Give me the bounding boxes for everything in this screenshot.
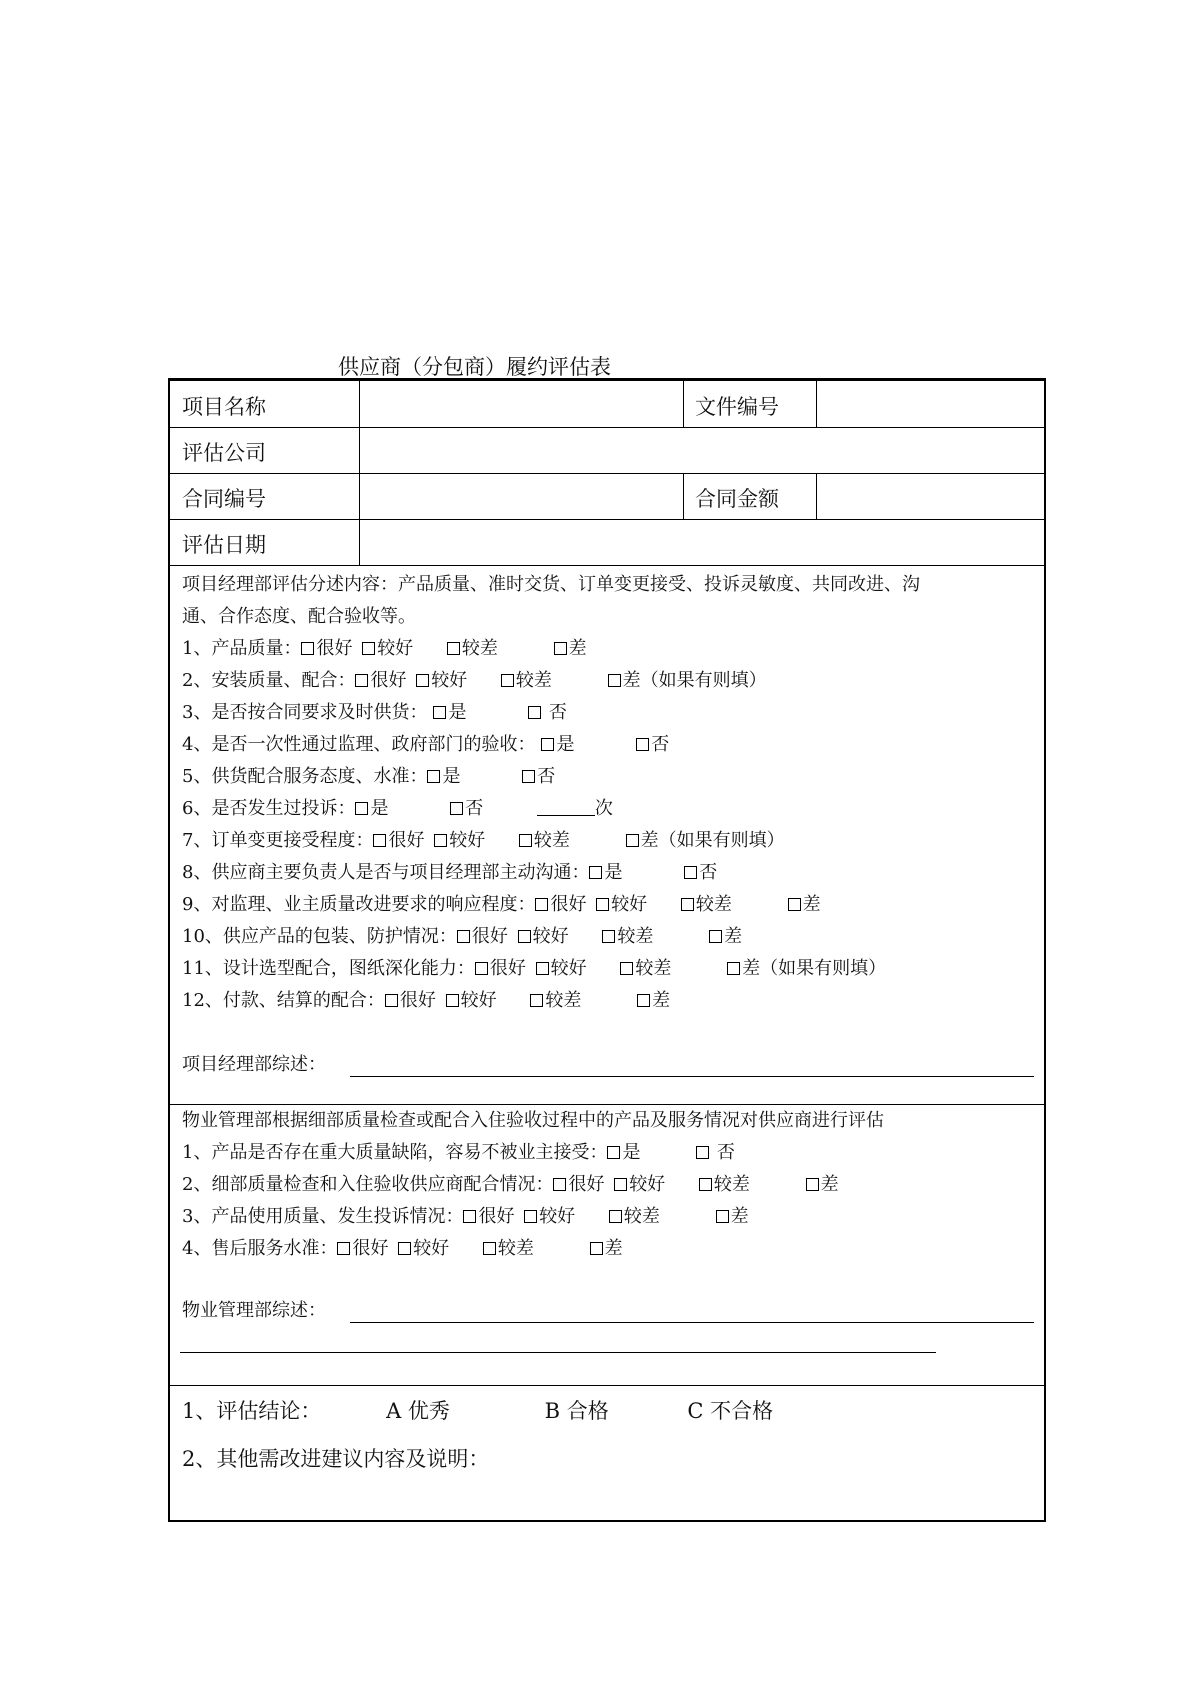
checkbox[interactable] [596, 898, 609, 911]
checkbox[interactable] [373, 834, 386, 847]
checkbox[interactable] [536, 962, 549, 975]
option-no[interactable]: 否 [528, 701, 567, 725]
row-divider [170, 519, 1044, 520]
project-item-6: 6、是否发生过投诉： 是 否 次 [182, 798, 613, 819]
option-poor[interactable]: 较差 [483, 1237, 534, 1261]
col-divider [816, 381, 817, 427]
conclusion-option-excellent[interactable]: A 优秀 [386, 1399, 450, 1423]
project-item-11: 11、设计选型配合，图纸深化能力： 很好 较好 较差 差（如果有则填） [182, 958, 887, 979]
option-bad[interactable]: 差 [590, 1237, 623, 1261]
project-item-12: 12、付款、结算的配合： 很好 较好 较差 差 [182, 990, 671, 1011]
checkbox[interactable] [519, 834, 532, 847]
option-yes[interactable]: 是 [355, 797, 388, 821]
checkbox[interactable] [301, 642, 314, 655]
project-item-2: 2、安装质量、配合： 很好 较好 较差 差（如果有则填） [182, 670, 767, 691]
label-file-number: 文件编号 [695, 395, 779, 419]
conclusion-label: 1、评估结论： [182, 1399, 322, 1423]
checkbox[interactable] [530, 994, 543, 1007]
checkbox[interactable] [637, 994, 650, 1007]
option-poor[interactable]: 较差 [501, 669, 552, 693]
option-very-good[interactable]: 很好 [337, 1237, 388, 1261]
option-bad[interactable]: 差 [554, 637, 587, 661]
property-item-4: 4、售后服务水准： 很好 较好 较差 差 [182, 1238, 623, 1259]
option-good[interactable]: 较好 [416, 669, 467, 693]
checkbox[interactable] [553, 1178, 566, 1191]
option-good[interactable]: 较好 [398, 1237, 449, 1261]
checkbox[interactable] [620, 962, 633, 975]
project-item-7: 7、订单变更接受程度： 很好 较好 较差 差（如果有则填） [182, 830, 785, 851]
checkbox[interactable] [475, 962, 488, 975]
label-eval-date: 评估日期 [182, 533, 266, 557]
checkbox[interactable] [518, 930, 531, 943]
checkbox[interactable] [433, 706, 446, 719]
option-very-good[interactable]: 很好 [373, 829, 424, 853]
option-yes[interactable]: 是 [433, 701, 466, 725]
option-good[interactable]: 较好 [536, 957, 587, 981]
checkbox[interactable] [355, 674, 368, 687]
option-yes[interactable]: 是 [541, 733, 574, 757]
project-item-9: 9、对监理、业主质量改进要求的响应程度： 很好 较好 较差 差 [182, 894, 821, 915]
label-contract-amount: 合同金额 [695, 487, 779, 511]
option-good[interactable]: 较好 [434, 829, 485, 853]
checkbox[interactable] [716, 1210, 729, 1223]
checkbox[interactable] [636, 738, 649, 751]
col-divider [683, 473, 684, 519]
checkbox[interactable] [608, 674, 621, 687]
checkbox[interactable] [709, 930, 722, 943]
checkbox[interactable] [699, 1178, 712, 1191]
project-summary-label: 项目经理部综述： [182, 1054, 326, 1075]
checkbox[interactable] [806, 1178, 819, 1191]
project-item-5: 5、供货配合服务态度、水准： 是 否 [182, 766, 556, 787]
row-divider [170, 427, 1044, 428]
checkbox[interactable] [337, 1242, 350, 1255]
conclusion-option-qualified[interactable]: B 合格 [544, 1399, 609, 1423]
option-poor[interactable]: 较差 [447, 637, 498, 661]
property-summary-field[interactable] [350, 1322, 1034, 1323]
checkbox[interactable] [447, 642, 460, 655]
property-item-3: 3、产品使用质量、发生投诉情况： 很好 较好 较差 差 [182, 1206, 749, 1227]
checkbox[interactable] [590, 1242, 603, 1255]
option-bad[interactable]: 差 [806, 1173, 839, 1197]
option-bad[interactable]: 差 [637, 989, 670, 1013]
checkbox[interactable] [788, 898, 801, 911]
checkbox[interactable] [398, 1242, 411, 1255]
label-project-name: 项目名称 [182, 395, 266, 419]
checkbox[interactable] [607, 1146, 620, 1159]
option-poor[interactable]: 较差 [620, 957, 671, 981]
option-good[interactable]: 较好 [596, 893, 647, 917]
checkbox[interactable] [614, 1178, 627, 1191]
col-divider [359, 381, 360, 565]
option-yes[interactable]: 是 [427, 765, 460, 789]
checkbox[interactable] [528, 706, 541, 719]
option-very-good[interactable]: 很好 [553, 1173, 604, 1197]
option-poor[interactable]: 较差 [519, 829, 570, 853]
complaint-count: 次 [537, 798, 613, 819]
form-title: 供应商（分包商）履约评估表 [338, 355, 611, 379]
option-bad[interactable]: 差 [716, 1205, 749, 1229]
property-summary-field-line2[interactable] [180, 1352, 936, 1353]
checkbox[interactable] [434, 834, 447, 847]
option-bad[interactable]: 差（如果有则填） [727, 957, 886, 981]
option-very-good[interactable]: 很好 [301, 637, 352, 661]
option-bad[interactable]: 差 [788, 893, 821, 917]
checkbox[interactable] [457, 930, 470, 943]
option-no[interactable]: 否 [522, 765, 555, 789]
checkbox[interactable] [355, 802, 368, 815]
label-contract-number: 合同编号 [182, 487, 266, 511]
option-very-good[interactable]: 很好 [385, 989, 436, 1013]
option-yes[interactable]: 是 [607, 1141, 640, 1165]
checkbox[interactable] [463, 1210, 476, 1223]
property-item-2: 2、细部质量检查和入住验收供应商配合情况： 很好 较好 较差 差 [182, 1174, 839, 1195]
option-yes[interactable]: 是 [589, 861, 622, 885]
project-item-4: 4、是否一次性通过监理、政府部门的验收： 是 否 [182, 734, 670, 755]
checkbox[interactable] [501, 674, 514, 687]
option-very-good[interactable]: 很好 [355, 669, 406, 693]
checkbox[interactable] [522, 770, 535, 783]
option-good[interactable]: 较好 [362, 637, 413, 661]
checkbox[interactable] [696, 1146, 709, 1159]
option-no[interactable]: 否 [636, 733, 669, 757]
checkbox[interactable] [684, 866, 697, 879]
option-no[interactable]: 否 [450, 797, 483, 821]
property-intro: 物业管理部根据细部质量检查或配合入住验收过程中的产品及服务情况对供应商进行评估 [182, 1110, 884, 1131]
option-very-good[interactable]: 很好 [535, 893, 586, 917]
checkbox[interactable] [541, 738, 554, 751]
option-no[interactable]: 否 [696, 1141, 735, 1165]
col-divider [683, 381, 684, 427]
option-very-good[interactable]: 很好 [463, 1205, 514, 1229]
checkbox[interactable] [589, 866, 602, 879]
project-item-10: 10、供应产品的包装、防护情况： 很好 较好 较差 差 [182, 926, 743, 947]
option-bad[interactable]: 差（如果有则填） [626, 829, 785, 853]
option-poor[interactable]: 较差 [699, 1173, 750, 1197]
checkbox[interactable] [626, 834, 639, 847]
option-poor[interactable]: 较差 [681, 893, 732, 917]
checkbox[interactable] [681, 898, 694, 911]
project-summary-field[interactable] [350, 1076, 1034, 1077]
checkbox[interactable] [609, 1210, 622, 1223]
checkbox[interactable] [362, 642, 375, 655]
project-item-8: 8、供应商主要负责人是否与项目经理部主动沟通： 是 否 [182, 862, 718, 883]
form-title-row [180, 350, 611, 380]
conclusion-row [182, 1397, 773, 1425]
checkbox[interactable] [554, 642, 567, 655]
section-divider [170, 1104, 1044, 1105]
option-good[interactable]: 较好 [524, 1205, 575, 1229]
section-divider [170, 1385, 1044, 1386]
option-poor[interactable]: 较差 [602, 925, 653, 949]
project-item-3: 3、是否按合同要求及时供货： 是 否 [182, 702, 567, 723]
option-good[interactable]: 较好 [446, 989, 497, 1013]
checkbox[interactable] [483, 1242, 496, 1255]
checkbox[interactable] [385, 994, 398, 1007]
property-item-1: 1、产品是否存在重大质量缺陷，容易不被业主接受： 是 否 [182, 1142, 735, 1163]
checkbox[interactable] [416, 674, 429, 687]
option-bad[interactable]: 差 [709, 925, 742, 949]
project-item-1: 1、产品质量： 很好 较好 较差 差 [182, 638, 587, 659]
col-divider [816, 473, 817, 519]
count-blank-field[interactable] [537, 797, 595, 816]
project-intro-line1: 项目经理部评估分述内容：产品质量、准时交货、订单变更接受、投诉灵敏度、共同改进、沟 [182, 574, 920, 595]
option-poor[interactable]: 较差 [530, 989, 581, 1013]
property-summary-label: 物业管理部综述： [182, 1300, 326, 1321]
option-good[interactable]: 较好 [518, 925, 569, 949]
option-good[interactable]: 较好 [614, 1173, 665, 1197]
checkbox[interactable] [446, 994, 459, 1007]
option-very-good[interactable]: 很好 [475, 957, 526, 981]
conclusion-option-unqualified[interactable]: C 不合格 [687, 1399, 774, 1423]
checkbox[interactable] [427, 770, 440, 783]
option-poor[interactable]: 较差 [609, 1205, 660, 1229]
row-divider [170, 565, 1044, 566]
checkbox[interactable] [524, 1210, 537, 1223]
row-divider [170, 473, 1044, 474]
suggestion-label: 2、其他需改进建议内容及说明： [182, 1447, 490, 1471]
checkbox[interactable] [535, 898, 548, 911]
option-very-good[interactable]: 很好 [457, 925, 508, 949]
option-bad[interactable]: 差（如果有则填） [608, 669, 767, 693]
label-eval-company: 评估公司 [182, 441, 266, 465]
project-intro-line2: 通、合作态度、配合验收等。 [182, 606, 416, 627]
option-no[interactable]: 否 [684, 861, 717, 885]
checkbox[interactable] [602, 930, 615, 943]
evaluation-form-table [168, 378, 1046, 1522]
checkbox[interactable] [450, 802, 463, 815]
checkbox[interactable] [727, 962, 740, 975]
title-blank-field[interactable] [180, 353, 338, 380]
